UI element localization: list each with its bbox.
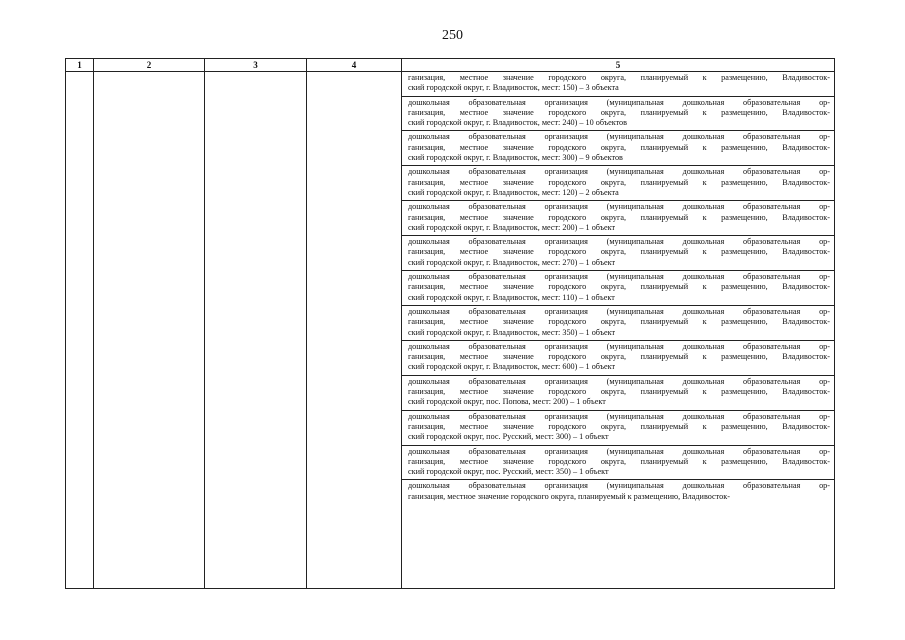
column-header-2: 2 bbox=[94, 59, 205, 72]
column-4-cell bbox=[307, 72, 402, 589]
list-item bbox=[402, 97, 834, 132]
entry-line: ганизация, местное значение городского округа, планируемый к размещению, Владивосток- bbox=[408, 352, 830, 362]
list-item bbox=[402, 72, 834, 97]
entry-line: дошкольная образовательная организация (муниципальная дошкольная образовательная ор- bbox=[408, 481, 830, 491]
document-table bbox=[65, 58, 835, 589]
list-item bbox=[402, 236, 834, 271]
entry-line: ский городской округ, пос. Русский, мест: 300) – 1 объект bbox=[408, 432, 609, 442]
entry-line: дошкольная образовательная организация (муниципальная дошкольная образовательная ор- bbox=[408, 272, 830, 282]
entry-line: ский городской округ, пос. Попова, мест: 200) – 1 объект bbox=[408, 397, 606, 407]
entry-line: дошкольная образовательная организация (муниципальная дошкольная образовательная ор- bbox=[408, 411, 830, 421]
entry-line: дошкольная образовательная организация (муниципальная дошкольная образовательная ор- bbox=[408, 132, 830, 142]
column-header-1: 1 bbox=[66, 59, 94, 72]
list-item bbox=[402, 131, 834, 166]
column-1-cell bbox=[66, 72, 94, 589]
list-item bbox=[402, 411, 834, 446]
entry-line: ский городской округ, г. Владивосток, мест: 350) – 1 объект bbox=[408, 327, 616, 337]
entry-line: ганизация, местное значение городского округа, планируемый к размещению, Владивосток- bbox=[408, 247, 830, 257]
list-item bbox=[402, 341, 834, 376]
entry-line: дошкольная образовательная организация (муниципальная дошкольная образовательная ор- bbox=[408, 446, 830, 456]
entry-line: ганизация, местное значение городского округа, планируемый к размещению, Владивосток- bbox=[408, 317, 830, 327]
entry-line: дошкольная образовательная организация (муниципальная дошкольная образовательная ор- bbox=[408, 376, 830, 386]
entry-line: ский городской округ, г. Владивосток, мест: 150) – 3 объекта bbox=[408, 83, 619, 93]
entry-line: ганизация, местное значение городского округа, планируемый к размещению, Владивосток- bbox=[408, 107, 830, 117]
entry-line: дошкольная образовательная организация (муниципальная дошкольная образовательная ор- bbox=[408, 97, 830, 107]
table-header-row bbox=[66, 59, 835, 72]
list-item bbox=[402, 271, 834, 306]
column-header-4: 4 bbox=[307, 59, 402, 72]
column-5-cell bbox=[402, 72, 835, 589]
entry-line: дошкольная образовательная организация (муниципальная дошкольная образовательная ор- bbox=[408, 341, 830, 351]
entry-line: ганизация, местное значение городского округа, планируемый к размещению, Владивосток- bbox=[408, 491, 730, 501]
list-item bbox=[402, 480, 834, 504]
table-row bbox=[66, 72, 835, 589]
column-header-3: 3 bbox=[205, 59, 307, 72]
list-item bbox=[402, 166, 834, 201]
entry-line: дошкольная образовательная организация (муниципальная дошкольная образовательная ор- bbox=[408, 167, 830, 177]
entry-line: ганизация, местное значение городского округа, планируемый к размещению, Владивосток- bbox=[408, 456, 830, 466]
column-header-5: 5 bbox=[402, 59, 835, 72]
entry-line: ганизация, местное значение городского округа, планируемый к размещению, Владивосток- bbox=[408, 142, 830, 152]
entry-line: дошкольная образовательная организация (муниципальная дошкольная образовательная ор- bbox=[408, 237, 830, 247]
list-item bbox=[402, 201, 834, 236]
entry-line: ганизация, местное значение городского округа, планируемый к размещению, Владивосток- bbox=[408, 212, 830, 222]
entry-line: ский городской округ, г. Владивосток, мест: 270) – 1 объект bbox=[408, 257, 616, 267]
entry-line: дошкольная образовательная организация (муниципальная дошкольная образовательная ор- bbox=[408, 202, 830, 212]
column-3-cell bbox=[205, 72, 307, 589]
entry-line: ский городской округ, г. Владивосток, мест: 110) – 1 объект bbox=[408, 292, 615, 302]
entry-line: ский городской округ, г. Владивосток, мест: 200) – 1 объект bbox=[408, 222, 616, 232]
entry-line: ганизация, местное значение городского округа, планируемый к размещению, Владивосток- bbox=[408, 387, 830, 397]
entry-line: ский городской округ, г. Владивосток, мест: 300) – 9 объектов bbox=[408, 153, 623, 163]
entry-line: ганизация, местное значение городского округа, планируемый к размещению, Владивосток- bbox=[408, 177, 830, 187]
entry-line: ганизация, местное значение городского округа, планируемый к размещению, Владивосток- bbox=[408, 421, 830, 431]
entry-line: ский городской округ, г. Владивосток, мест: 120) – 2 объекта bbox=[408, 187, 619, 197]
page-number: 250 bbox=[442, 28, 463, 43]
entry-line: ский городской округ, пос. Русский, мест: 350) – 1 объект bbox=[408, 467, 609, 477]
entry-line: ганизация, местное значение городского округа, планируемый к размещению, Владивосток- bbox=[408, 282, 830, 292]
column-2-cell bbox=[94, 72, 205, 589]
entries-list bbox=[402, 72, 834, 504]
list-item bbox=[402, 446, 834, 481]
entry-line: ский городской округ, г. Владивосток, мест: 240) – 10 объектов bbox=[408, 118, 628, 128]
list-item bbox=[402, 306, 834, 341]
entry-line: ганизация, местное значение городского округа, планируемый к размещению, Владивосток- bbox=[408, 73, 830, 82]
entry-line: дошкольная образовательная организация (муниципальная дошкольная образовательная ор- bbox=[408, 306, 830, 316]
entry-line: ский городской округ, г. Владивосток, мест: 600) – 1 объект bbox=[408, 362, 616, 372]
list-item bbox=[402, 376, 834, 411]
